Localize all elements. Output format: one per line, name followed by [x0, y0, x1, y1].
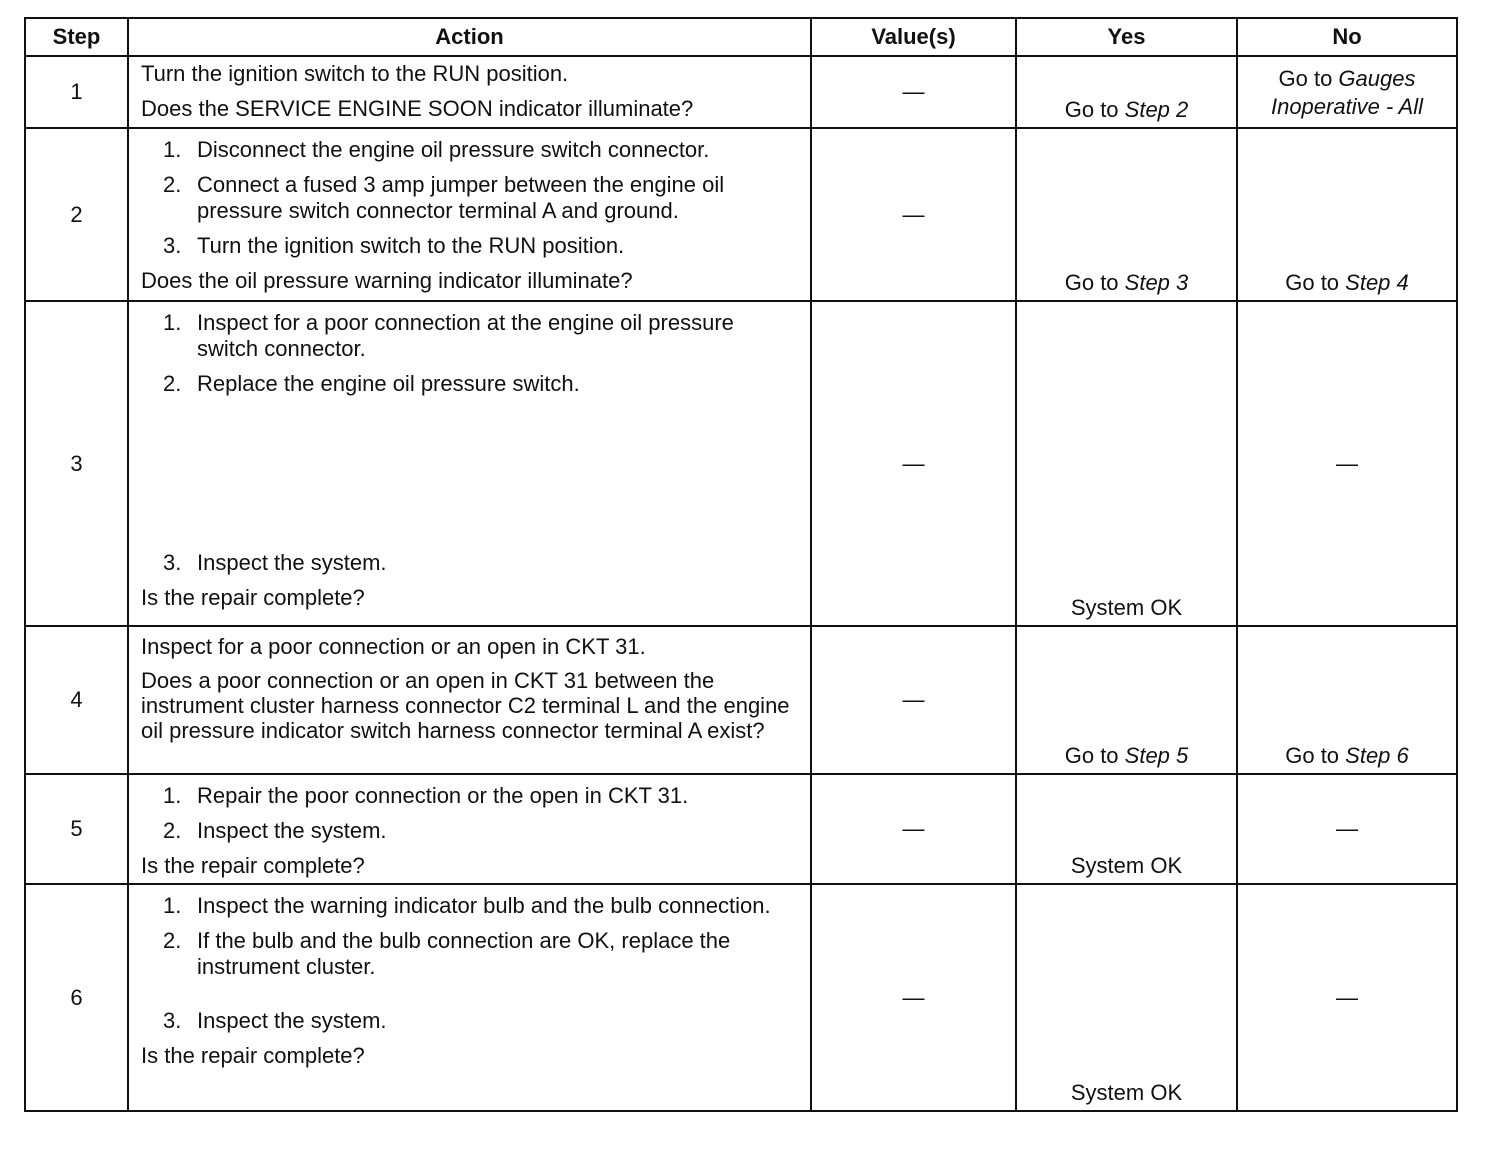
- yes-prefix: Go to: [1064, 743, 1125, 768]
- yes-result: [1017, 743, 1236, 769]
- substep-text: If the bulb and the bulb connection are OK, replace the instrument cluster.: [197, 928, 731, 979]
- action-line: Inspect for a poor connection or an open in CKT 31.: [141, 634, 646, 659]
- substep: [141, 233, 800, 259]
- substep-number: 1.: [163, 137, 182, 162]
- substep-number: 3.: [163, 550, 182, 575]
- action-cell: [128, 128, 811, 301]
- yes-cell: [1016, 774, 1237, 884]
- header-values: Value(s): [811, 18, 1016, 56]
- value-cell: [811, 774, 1016, 884]
- step-number: 1: [25, 56, 128, 128]
- substep-text: Turn the ignition switch to the RUN position.: [197, 233, 625, 258]
- value-cell: [811, 128, 1016, 301]
- value-cell: [811, 56, 1016, 128]
- substep: [141, 893, 800, 919]
- substep-text: Inspect for a poor connection at the engine oil pressure switch connector.: [197, 310, 734, 361]
- action-cell: [128, 884, 811, 1111]
- value-dash: —: [902, 450, 925, 476]
- no-cell: [1237, 56, 1457, 128]
- yes-result: System OK: [1070, 853, 1183, 878]
- yes-result: [1017, 270, 1236, 296]
- table-row-step-3: [25, 301, 1457, 626]
- action-question: Does the oil pressure warning indicator illuminate?: [141, 268, 633, 293]
- header-no: No: [1237, 18, 1457, 56]
- substep-number: 2.: [163, 172, 182, 197]
- step-number: 3: [25, 301, 128, 626]
- no-step-ref: Step 4: [1345, 270, 1409, 295]
- no-dash: —: [1336, 984, 1358, 1010]
- no-prefix: Go to: [1278, 66, 1339, 91]
- value-cell: [811, 301, 1016, 626]
- yes-result: System OK: [1070, 1080, 1183, 1105]
- substep-number: 1.: [163, 310, 182, 335]
- step-number: 4: [25, 626, 128, 774]
- yes-step-ref: Step 5: [1124, 743, 1189, 768]
- substep-number: 2.: [163, 371, 182, 396]
- action-cell: [128, 301, 811, 626]
- substep-text: Replace the engine oil pressure switch.: [197, 371, 580, 396]
- substep-text: Repair the poor connection or the open in CKT 31.: [197, 783, 689, 808]
- substep-text: Inspect the system.: [197, 818, 387, 843]
- substep-number: 1.: [163, 893, 182, 918]
- no-result: [1238, 743, 1456, 769]
- diagnostic-table: [24, 17, 1458, 1112]
- action-question: Is the repair complete?: [141, 585, 365, 610]
- value-dash: —: [902, 816, 925, 841]
- substep-text: Inspect the system.: [197, 1008, 387, 1033]
- substep-number: 3.: [163, 1008, 182, 1033]
- substep-number: 2.: [163, 818, 182, 843]
- header-step: Step: [25, 18, 128, 56]
- table-row-step-1: [25, 56, 1457, 128]
- yes-step-ref: Step 3: [1124, 270, 1189, 295]
- step-number: 2: [25, 128, 128, 301]
- header-yes: Yes: [1016, 18, 1237, 56]
- action-cell: [128, 774, 811, 884]
- yes-result: [1017, 97, 1236, 123]
- value-cell: [811, 626, 1016, 774]
- substep-text: Inspect the system.: [197, 550, 387, 575]
- action-line: Turn the ignition switch to the RUN position.: [141, 61, 569, 86]
- yes-cell: [1016, 301, 1237, 626]
- no-result: [1238, 65, 1456, 121]
- no-cell: [1237, 128, 1457, 301]
- yes-cell: [1016, 626, 1237, 774]
- no-ref-line1: Gauges: [1338, 66, 1416, 91]
- action-question: Is the repair complete?: [141, 1043, 365, 1068]
- no-result: [1238, 270, 1456, 296]
- substep-text: Connect a fused 3 amp jumper between the engine oil pressure switch connector terminal A and ground.: [197, 172, 725, 223]
- substep: [141, 550, 800, 576]
- yes-step-ref: Step 2: [1124, 97, 1189, 122]
- substep: [141, 371, 800, 397]
- action-question: Does a poor connection or an open in CKT 31 between the instrument cluster harness connector C2 terminal L and the engine oil pressure indicator switch harness connector terminal A exist?: [141, 668, 790, 743]
- value-cell: [811, 884, 1016, 1111]
- no-cell: [1237, 774, 1457, 884]
- action-question: Does the SERVICE ENGINE SOON indicator illuminate?: [141, 96, 694, 121]
- table-row-step-2: [25, 128, 1457, 301]
- yes-cell: [1016, 56, 1237, 128]
- action-cell: [128, 56, 811, 128]
- value-dash: —: [902, 201, 925, 227]
- no-prefix: Go to: [1285, 743, 1346, 768]
- substep-text: Inspect the warning indicator bulb and the bulb connection.: [197, 893, 771, 918]
- yes-prefix: Go to: [1064, 97, 1125, 122]
- action-cell: [128, 626, 811, 774]
- table-row-step-5: [25, 774, 1457, 884]
- value-dash: —: [902, 984, 925, 1010]
- yes-prefix: Go to: [1064, 270, 1125, 295]
- no-dash: —: [1336, 450, 1358, 476]
- no-cell: [1237, 884, 1457, 1111]
- step-number: 5: [25, 774, 128, 884]
- no-cell: [1237, 626, 1457, 774]
- no-step-ref: Step 6: [1345, 743, 1409, 768]
- action-question: Is the repair complete?: [141, 853, 365, 878]
- substep-text: Disconnect the engine oil pressure switch connector.: [197, 137, 710, 162]
- header-action: Action: [128, 18, 811, 56]
- no-cell: [1237, 301, 1457, 626]
- header-row: [25, 18, 1457, 56]
- table-row-step-4: [25, 626, 1457, 774]
- substep-number: 1.: [163, 783, 182, 808]
- no-ref-line2: Inoperative - All: [1270, 94, 1424, 119]
- substep: [141, 783, 800, 809]
- substep-number: 3.: [163, 233, 182, 258]
- substep: [141, 928, 800, 980]
- table-row-step-6: [25, 884, 1457, 1111]
- yes-cell: [1016, 128, 1237, 301]
- substep: [141, 818, 800, 844]
- yes-cell: [1016, 884, 1237, 1111]
- no-dash: —: [1336, 816, 1358, 841]
- no-prefix: Go to: [1285, 270, 1346, 295]
- yes-result: System OK: [1070, 595, 1183, 620]
- value-dash: —: [902, 687, 925, 712]
- substep: [141, 1008, 800, 1034]
- substep: [141, 310, 800, 362]
- step-number: 6: [25, 884, 128, 1111]
- substep: [141, 172, 800, 224]
- value-dash: —: [902, 79, 925, 104]
- substep: [141, 137, 800, 163]
- substep-number: 2.: [163, 928, 182, 953]
